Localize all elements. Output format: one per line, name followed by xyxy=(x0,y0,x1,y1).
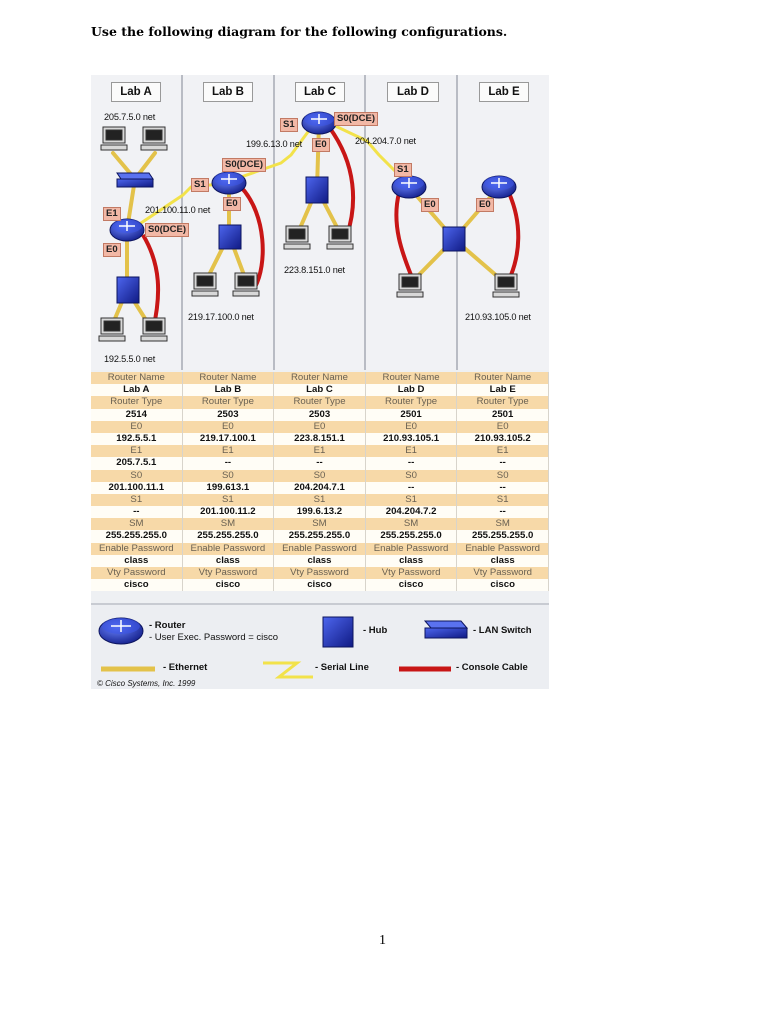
table-cell: cisco xyxy=(91,579,183,591)
table-cell: 210.93.105.2 xyxy=(457,433,549,445)
hub-icon xyxy=(306,177,328,203)
table-cell: Lab B xyxy=(183,384,275,396)
serial-line-icon xyxy=(263,663,313,677)
table-cell: class xyxy=(91,555,183,567)
table-header-cell: Vty Password xyxy=(366,567,458,579)
table-header-cell: Enable Password xyxy=(457,543,549,555)
table-header-cell: Enable Password xyxy=(91,543,183,555)
table-header-cell: Router Name xyxy=(366,372,458,384)
table-cell: class xyxy=(366,555,458,567)
pc-icon xyxy=(99,318,125,341)
table-row xyxy=(91,433,549,445)
table-row xyxy=(91,384,549,396)
legend-serial: - Serial Line xyxy=(315,662,369,673)
table-header-cell: E0 xyxy=(274,421,366,433)
table-cell: -- xyxy=(183,457,275,469)
lab-header-d: Lab D xyxy=(387,82,439,102)
table-header-row xyxy=(91,543,549,555)
pc-icon xyxy=(233,273,259,296)
table-cell: 223.8.151.1 xyxy=(274,433,366,445)
interface-tag: S1 xyxy=(280,118,298,132)
legend-lan-switch: - LAN Switch xyxy=(473,625,532,636)
table-header-cell: Router Type xyxy=(91,396,183,408)
table-cell: 219.17.100.1 xyxy=(183,433,275,445)
table-row xyxy=(91,530,549,542)
table-header-cell: Router Name xyxy=(274,372,366,384)
table-cell: 255.255.255.0 xyxy=(457,530,549,542)
table-header-cell: SM xyxy=(457,518,549,530)
table-cell: class xyxy=(457,555,549,567)
page-number: 1 xyxy=(379,933,386,948)
table-header-cell: E1 xyxy=(91,445,183,457)
interface-tag: E0 xyxy=(476,198,494,212)
table-header-cell: S0 xyxy=(457,470,549,482)
table-header-cell: S0 xyxy=(366,470,458,482)
lan-switch-icon xyxy=(117,173,153,187)
table-header-cell: Vty Password xyxy=(91,567,183,579)
table-cell: -- xyxy=(366,482,458,494)
hub-icon xyxy=(117,277,139,303)
lab-header-b: Lab B xyxy=(203,82,253,102)
network-label: 204.204.7.0 net xyxy=(355,136,416,146)
interface-tag: E0 xyxy=(312,138,330,152)
network-label: 201.100.11.0 net xyxy=(145,205,211,215)
table-header-cell: Router Name xyxy=(457,372,549,384)
pc-icon xyxy=(141,127,167,150)
pc-icon xyxy=(397,274,423,297)
interface-tag: S1 xyxy=(394,163,412,177)
network-label: 205.7.5.0 net xyxy=(104,112,156,122)
router-icon xyxy=(99,618,143,644)
table-cell: -- xyxy=(274,457,366,469)
table-cell: -- xyxy=(457,482,549,494)
lab-header-e: Lab E xyxy=(479,82,529,102)
legend-hub: - Hub xyxy=(363,625,388,636)
table-row xyxy=(91,409,549,421)
table-header-cell: E0 xyxy=(183,421,275,433)
interface-tag: E0 xyxy=(103,243,121,257)
pc-icon xyxy=(101,127,127,150)
pc-icon xyxy=(493,274,519,297)
network-label: 219.17.100.0 net xyxy=(188,312,254,322)
hub-icon xyxy=(219,225,241,249)
table-cell: cisco xyxy=(457,579,549,591)
lab-header-a: Lab A xyxy=(111,82,161,102)
hub-icon xyxy=(323,617,353,647)
interface-tag: S0(DCE) xyxy=(222,158,266,172)
interface-tag: E0 xyxy=(223,197,241,211)
table-header-row xyxy=(91,567,549,579)
interface-tag: E1 xyxy=(103,207,121,221)
table-cell: 204.204.7.2 xyxy=(366,506,458,518)
table-header-cell: E0 xyxy=(457,421,549,433)
table-row xyxy=(91,506,549,518)
table-cell: class xyxy=(274,555,366,567)
legend-router: - Router xyxy=(149,620,186,631)
table-row xyxy=(91,482,549,494)
legend-ethernet: - Ethernet xyxy=(163,662,208,673)
table-cell: 255.255.255.0 xyxy=(183,530,275,542)
table-cell: -- xyxy=(91,506,183,518)
table-header-cell: E0 xyxy=(366,421,458,433)
table-header-cell: E1 xyxy=(183,445,275,457)
table-header-row xyxy=(91,518,549,530)
legend-user-exec: - User Exec. Password = cisco xyxy=(149,632,279,643)
table-cell: 201.100.11.1 xyxy=(91,482,183,494)
table-header-cell: S1 xyxy=(274,494,366,506)
table-header-cell: E1 xyxy=(366,445,458,457)
table-row xyxy=(91,579,549,591)
pc-icon xyxy=(284,226,310,249)
table-header-cell: SM xyxy=(366,518,458,530)
table-header-cell: S0 xyxy=(183,470,275,482)
table-header-cell: SM xyxy=(183,518,275,530)
network-figure xyxy=(91,75,549,689)
table-header-cell: E0 xyxy=(91,421,183,433)
table-cell: -- xyxy=(457,457,549,469)
table-header-cell: S0 xyxy=(274,470,366,482)
router-icon xyxy=(392,176,426,198)
network-label: 192.5.5.0 net xyxy=(104,354,156,364)
table-cell: 255.255.255.0 xyxy=(274,530,366,542)
table-cell: class xyxy=(183,555,275,567)
table-header-cell: SM xyxy=(91,518,183,530)
table-cell: 2501 xyxy=(366,409,458,421)
table-header-cell: Enable Password xyxy=(366,543,458,555)
table-header-cell: Enable Password xyxy=(274,543,366,555)
table-cell: 2501 xyxy=(457,409,549,421)
router-icon xyxy=(482,176,516,198)
table-cell: cisco xyxy=(366,579,458,591)
lab-header-c: Lab C xyxy=(295,82,345,102)
table-cell: Lab A xyxy=(91,384,183,396)
table-header-cell: Router Name xyxy=(183,372,275,384)
pc-icon xyxy=(327,226,353,249)
table-header-cell: Vty Password xyxy=(457,567,549,579)
legend-graphics xyxy=(91,605,549,689)
table-cell: 205.7.5.1 xyxy=(91,457,183,469)
table-cell: 199.6.13.2 xyxy=(274,506,366,518)
table-cell: 192.5.5.1 xyxy=(91,433,183,445)
interface-tag: S1 xyxy=(191,178,209,192)
table-header-cell: Router Type xyxy=(274,396,366,408)
interface-tag: E0 xyxy=(421,198,439,212)
network-label: 199.6.13.0 net xyxy=(246,139,302,149)
network-label: 210.93.105.0 net xyxy=(465,312,531,322)
table-cell: cisco xyxy=(183,579,275,591)
table-header-cell: Router Type xyxy=(366,396,458,408)
interface-tag: S0(DCE) xyxy=(145,223,189,237)
table-header-cell: Router Name xyxy=(91,372,183,384)
network-diagram xyxy=(91,75,549,370)
pc-icon xyxy=(141,318,167,341)
table-cell: Lab E xyxy=(457,384,549,396)
table-header-cell: S1 xyxy=(366,494,458,506)
table-cell: -- xyxy=(366,457,458,469)
table-cell: Lab D xyxy=(366,384,458,396)
router-icon xyxy=(110,219,144,241)
table-row xyxy=(91,555,549,567)
table-header-cell: Router Type xyxy=(457,396,549,408)
table-header-row xyxy=(91,421,549,433)
interface-tag: S0(DCE) xyxy=(334,112,378,126)
table-cell: 255.255.255.0 xyxy=(91,530,183,542)
table-header-cell: Vty Password xyxy=(183,567,275,579)
network-label: 223.8.151.0 net xyxy=(284,265,345,275)
legend xyxy=(91,603,549,689)
router-icon xyxy=(302,112,336,134)
copyright: © Cisco Systems, Inc. 1999 xyxy=(97,679,196,688)
table-header-cell: E1 xyxy=(457,445,549,457)
table-header-cell: S0 xyxy=(91,470,183,482)
table-header-row xyxy=(91,445,549,457)
table-header-cell: Enable Password xyxy=(183,543,275,555)
router-icon xyxy=(212,172,246,194)
hub-icon xyxy=(443,227,465,251)
table-cell: cisco xyxy=(274,579,366,591)
legend-console: - Console Cable xyxy=(456,662,528,673)
table-header-cell: E1 xyxy=(274,445,366,457)
table-header-row xyxy=(91,470,549,482)
table-row xyxy=(91,457,549,469)
pc-icon xyxy=(192,273,218,296)
table-cell: 201.100.11.2 xyxy=(183,506,275,518)
table-cell: 2514 xyxy=(91,409,183,421)
table-header-row xyxy=(91,494,549,506)
table-header-cell: Router Type xyxy=(183,396,275,408)
lan-switch-icon xyxy=(425,621,467,638)
table-cell: 255.255.255.0 xyxy=(366,530,458,542)
router-config-table xyxy=(91,372,549,591)
table-cell: 2503 xyxy=(274,409,366,421)
table-cell: 199.613.1 xyxy=(183,482,275,494)
table-cell: 210.93.105.1 xyxy=(366,433,458,445)
table-cell: Lab C xyxy=(274,384,366,396)
table-header-cell: S1 xyxy=(183,494,275,506)
table-header-cell: S1 xyxy=(91,494,183,506)
table-cell: 2503 xyxy=(183,409,275,421)
table-cell: -- xyxy=(457,506,549,518)
table-header-cell: S1 xyxy=(457,494,549,506)
table-header-cell: SM xyxy=(274,518,366,530)
table-header-row xyxy=(91,372,549,384)
table-cell: 204.204.7.1 xyxy=(274,482,366,494)
page-heading: Use the following diagram for the following configurations. xyxy=(91,24,508,39)
table-header-row xyxy=(91,396,549,408)
table-header-cell: Vty Password xyxy=(274,567,366,579)
